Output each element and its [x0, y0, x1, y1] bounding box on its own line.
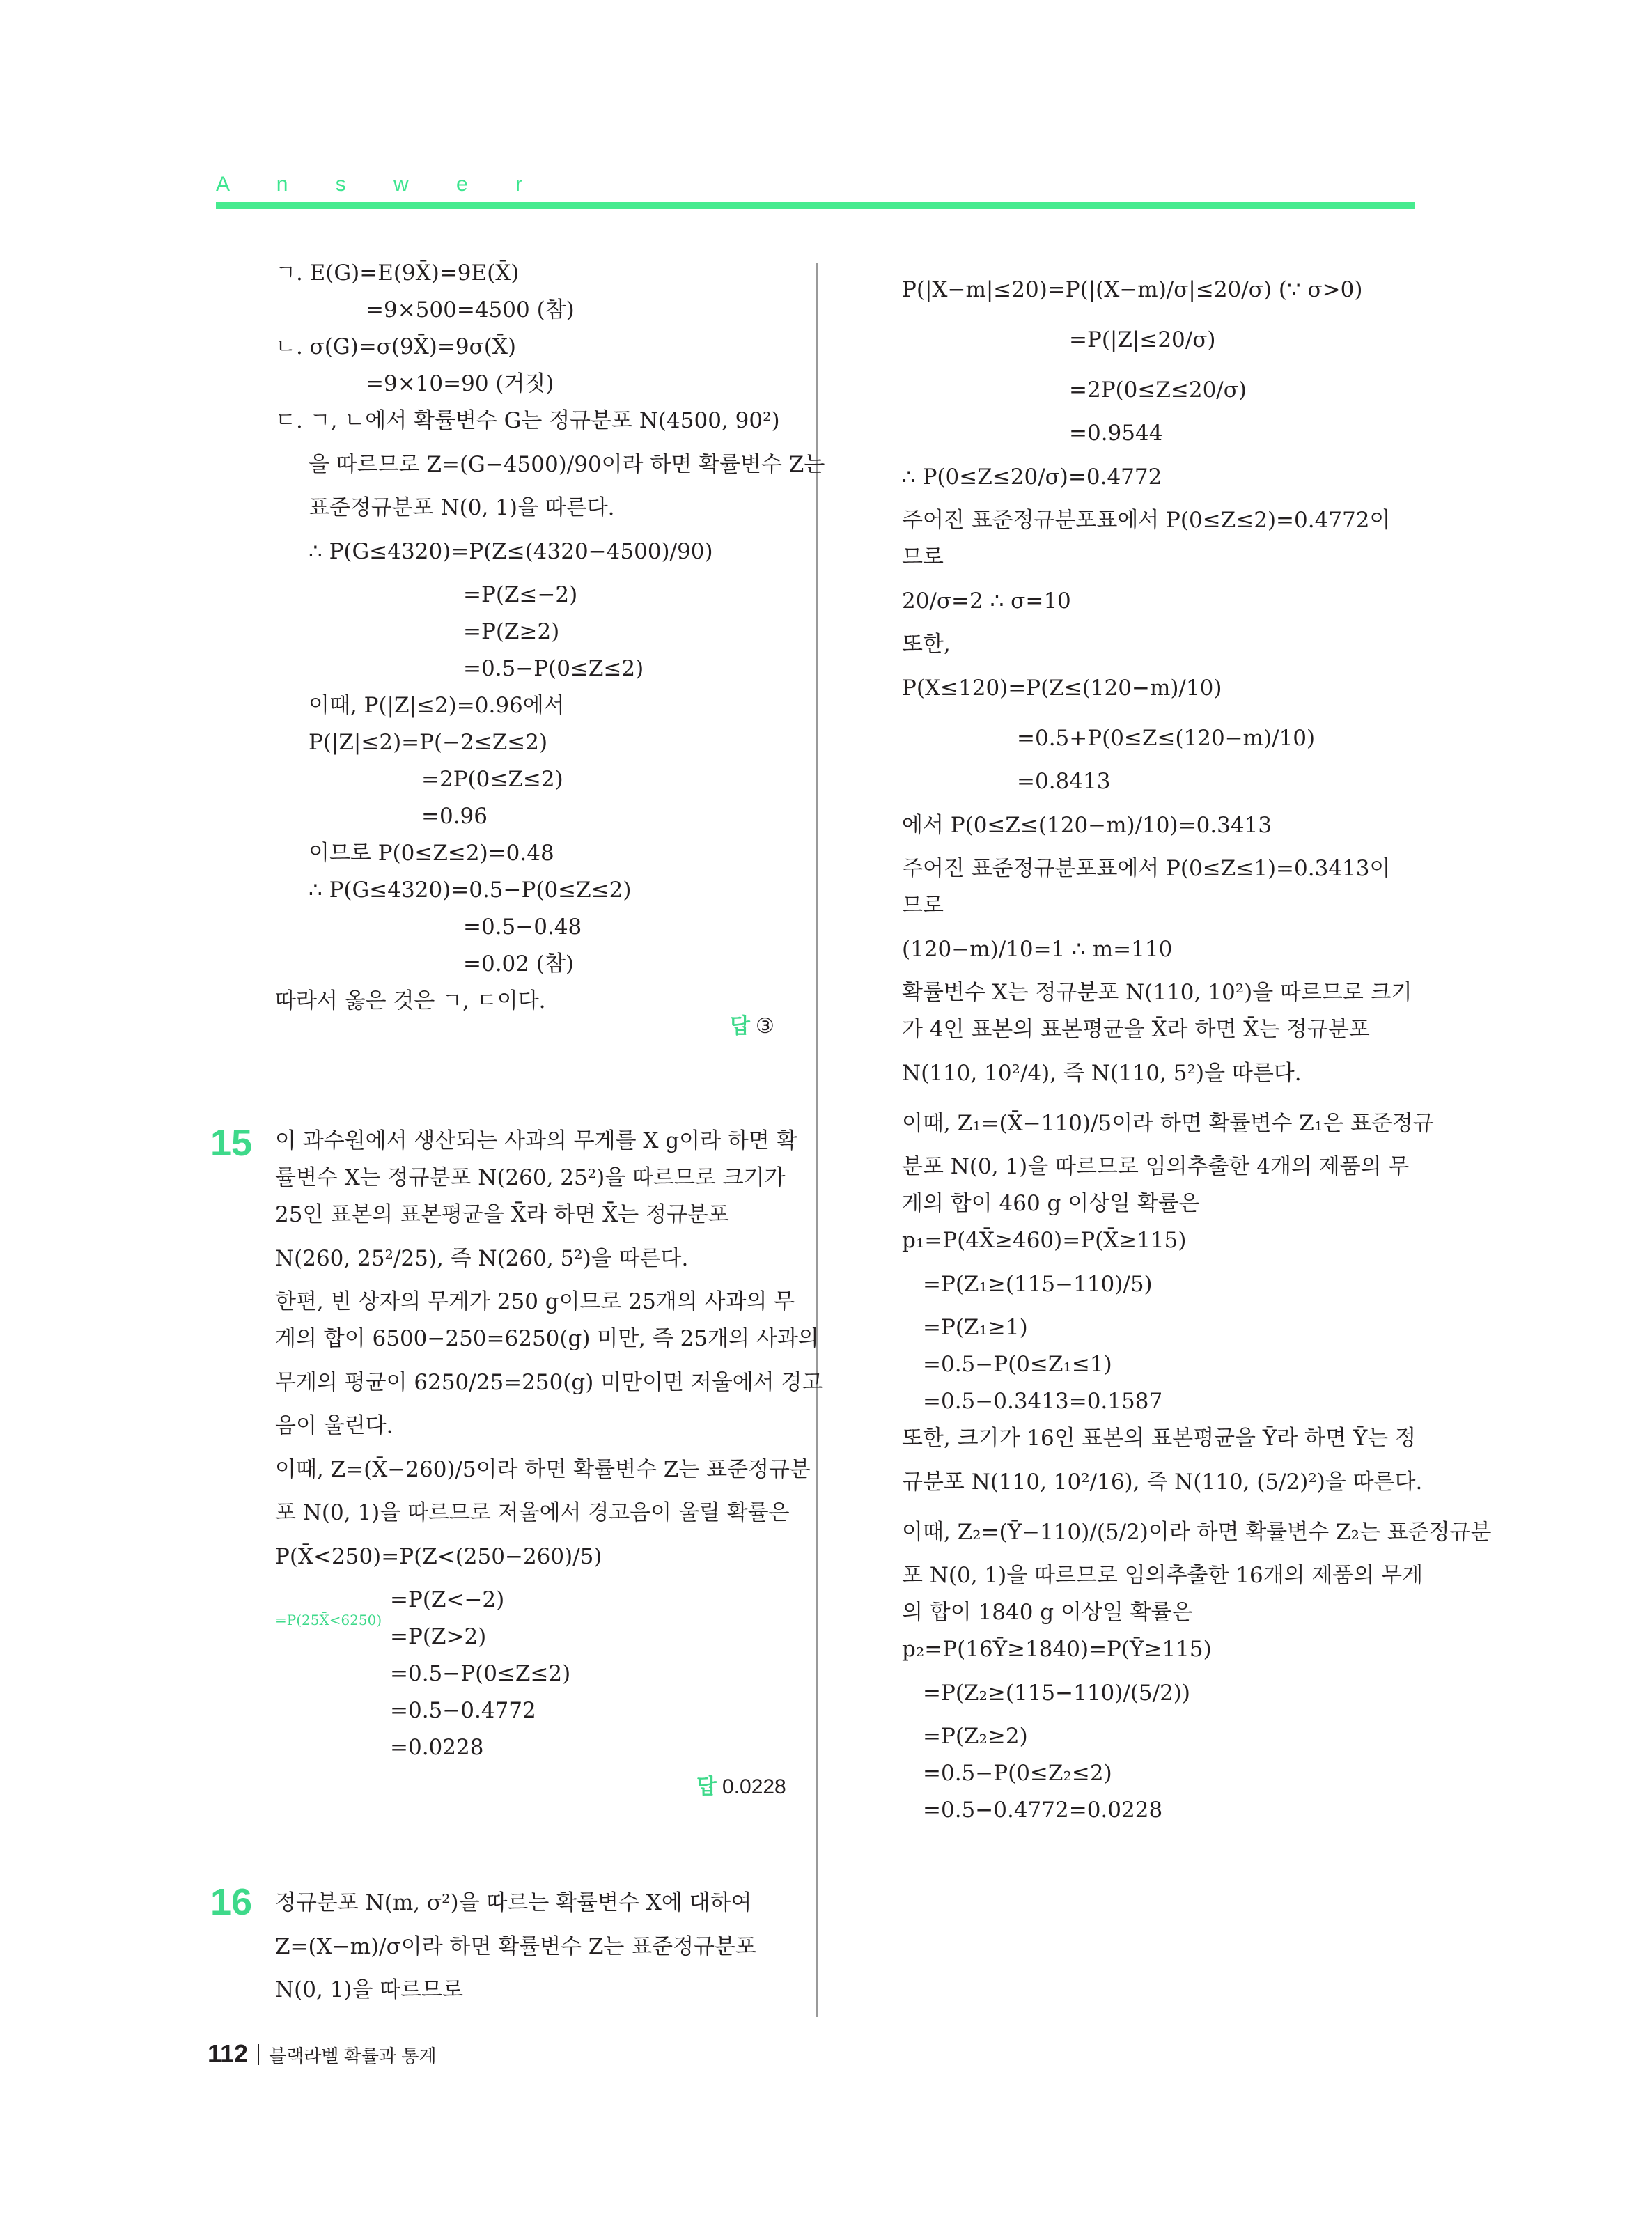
right-solution — [902, 265, 1492, 1829]
line: N(0, 1)을 따르므로 — [275, 1977, 464, 2002]
line: =0.5−P(0≤Z≤2) — [463, 656, 644, 681]
line: =2P(0≤Z≤20/σ) — [1069, 377, 1247, 403]
line: =0.9544 — [1069, 421, 1163, 446]
line: 게의 합이 460 g 이상일 확률은 — [902, 1191, 1200, 1216]
line: =0.5+P(0≤Z≤(120−m)/10) — [1017, 726, 1316, 751]
line: ∴ P(G≤4320)=0.5−P(0≤Z≤2) — [309, 878, 632, 903]
answer-15 — [696, 1769, 786, 1800]
line: =P(Z₂≥2) — [923, 1724, 1028, 1749]
header-rule — [216, 202, 1415, 209]
line: 포 N(0, 1)을 따르므로 임의추출한 16개의 제품의 무게 — [902, 1563, 1424, 1588]
line: ㄱ. E(G)=E(9X̄)=9E(X̄) — [275, 260, 520, 286]
answer-value: ③ — [755, 1015, 774, 1038]
line: 25인 표본의 표본평균을 X̄라 하면 X̄는 정규분포 — [275, 1202, 729, 1227]
line: 정규분포 N(m, σ²)을 따르는 확률변수 X에 대하여 — [275, 1890, 752, 1915]
answer-14 — [730, 1009, 774, 1039]
line: P(X≤120)=P(Z≤(120−m)/10) — [902, 676, 1222, 701]
answer-header: A n s w e r — [216, 173, 544, 196]
line: =P(Z>2) — [390, 1624, 487, 1649]
answer-label: 답 — [730, 1015, 750, 1038]
line: =P(Z≥2) — [463, 619, 560, 644]
line: p₁=P(4X̄≥460)=P(X̄≥115) — [902, 1228, 1187, 1253]
line: N(260, 25²/25), 즉 N(260, 5²)을 따른다. — [275, 1246, 689, 1271]
line: p₂=P(16Ȳ≥1840)=P(Ȳ≥115) — [902, 1637, 1212, 1662]
answer-value: 0.0228 — [722, 1775, 786, 1798]
line: 음이 울린다. — [275, 1413, 393, 1438]
problem-16-number: 16 — [210, 1881, 253, 1923]
page-footer — [208, 2039, 437, 2069]
line: P(|X−m|≤20)=P(|(X−m)/σ|≤20/σ) (∵ σ>0) — [902, 277, 1363, 302]
line: ㄷ. ㄱ, ㄴ에서 확률변수 G는 정규분포 N(4500, 90²) — [275, 408, 780, 433]
line: =0.96 — [421, 804, 488, 829]
answer-label: 답 — [696, 1775, 717, 1798]
line: =0.5−P(0≤Z₁≤1) — [923, 1352, 1112, 1377]
line: ㄴ. σ(G)=σ(9X̄)=9σ(X̄) — [275, 334, 517, 359]
line: P(|Z|≤2)=P(−2≤Z≤2) — [309, 730, 548, 755]
line: 이때, P(|Z|≤2)=0.96에서 — [309, 693, 565, 718]
footer-separator — [258, 2044, 259, 2065]
line: =0.5−P(0≤Z≤2) — [390, 1661, 571, 1686]
line: =P(Z₁≥(115−110)/5) — [923, 1272, 1153, 1297]
line: 이때, Z₂=(Ȳ−110)/(5/2)이라 하면 확률변수 Z₂는 표준정규분 — [902, 1520, 1492, 1545]
line: =P(Z<−2) — [390, 1587, 505, 1612]
line: 므로 — [902, 893, 944, 918]
line: =0.8413 — [1017, 769, 1111, 794]
line: =0.5−0.4772 — [390, 1698, 536, 1723]
line: P(X̄<250)=P(Z<(250−260)/5) — [275, 1544, 602, 1569]
problem-15-solution — [275, 1123, 823, 1766]
line: =9×10=90 (거짓) — [366, 371, 554, 396]
line: =9×500=4500 (참) — [366, 297, 575, 322]
line: 또한, — [902, 632, 951, 657]
line: ∴ P(0≤Z≤20/σ)=0.4772 — [902, 465, 1162, 490]
line: 분포 N(0, 1)을 따르므로 임의추출한 4개의 제품의 무 — [902, 1154, 1410, 1179]
line: =0.02 (참) — [463, 951, 574, 976]
line: 률변수 X는 정규분포 N(260, 25²)을 따르므로 크기가 — [275, 1165, 786, 1190]
line: =P(Z₁≥1) — [923, 1315, 1028, 1340]
line: 이때, Z₁=(X̄−110)/5이라 하면 확률변수 Z₁은 표준정규 — [902, 1111, 1434, 1136]
page-number: 112 — [208, 2039, 249, 2068]
line: =0.5−P(0≤Z₂≤2) — [923, 1761, 1112, 1786]
line: 므로 — [902, 545, 944, 570]
line: N(110, 10²/4), 즉 N(110, 5²)을 따른다. — [902, 1061, 1302, 1086]
line: 이때, Z=(X̄−260)/5이라 하면 확률변수 Z는 표준정규분 — [275, 1457, 811, 1482]
line: 한편, 빈 상자의 무게가 250 g이므로 25개의 사과의 무 — [275, 1289, 795, 1314]
line: 의 합이 1840 g 이상일 확률은 — [902, 1600, 1193, 1625]
line: 을 따르므로 Z=(G−4500)/90이라 하면 확률변수 Z는 — [309, 452, 825, 477]
line: 또한, 크기가 16인 표본의 표본평균을 Ȳ라 하면 Ȳ는 정 — [902, 1426, 1417, 1451]
line: 주어진 표준정규분포표에서 P(0≤Z≤2)=0.4772이 — [902, 508, 1391, 533]
line: =P(|Z|≤20/σ) — [1069, 327, 1216, 352]
line: =P(Z₂≥(115−110)/(5/2)) — [923, 1681, 1190, 1706]
line: 가 4인 표본의 표본평균을 X̄라 하면 X̄는 정규분포 — [902, 1017, 1370, 1042]
line: 주어진 표준정규분포표에서 P(0≤Z≤1)=0.3413이 — [902, 856, 1391, 881]
line: 무게의 평균이 6250/25=250(g) 미만이면 저울에서 경고 — [275, 1370, 823, 1395]
line: ∴ P(G≤4320)=P(Z≤(4320−4500)/90) — [309, 539, 713, 564]
line: =0.5−0.4772=0.0228 — [923, 1798, 1163, 1823]
problem-16-solution — [275, 1885, 756, 2009]
line: =0.5−0.48 — [463, 914, 582, 940]
line: 이 과수원에서 생산되는 사과의 무게를 X g이라 하면 확 — [275, 1128, 797, 1153]
line: 따라서 옳은 것은 ㄱ, ㄷ이다. — [275, 988, 546, 1013]
problem-15-number: 15 — [210, 1122, 253, 1164]
line: Z=(X−m)/σ이라 하면 확률변수 Z는 표준정규분포 — [275, 1934, 756, 1959]
line: (120−m)/10=1 ∴ m=110 — [902, 937, 1173, 962]
side-note: =P(25X̄<6250) — [275, 1612, 382, 1628]
line: =0.5−0.3413=0.1587 — [923, 1389, 1163, 1414]
line: 이므로 P(0≤Z≤2)=0.48 — [309, 841, 554, 866]
line: 20/σ=2 ∴ σ=10 — [902, 589, 1071, 614]
book-title: 블랙라벨 확률과 통계 — [269, 2046, 437, 2066]
line: 표준정규분포 N(0, 1)을 따른다. — [309, 495, 615, 520]
line: 규분포 N(110, 10²/16), 즉 N(110, (5/2)²)을 따른다. — [902, 1470, 1423, 1495]
line: =0.0228 — [390, 1735, 484, 1760]
line: =P(Z≤−2) — [463, 582, 578, 607]
line: 에서 P(0≤Z≤(120−m)/10)=0.3413 — [902, 813, 1272, 838]
line: 포 N(0, 1)을 따르므로 저울에서 경고음이 울릴 확률은 — [275, 1500, 790, 1525]
line: =2P(0≤Z≤2) — [421, 767, 563, 792]
line: 확률변수 X는 정규분포 N(110, 10²)을 따르므로 크기 — [902, 980, 1412, 1005]
line: 게의 합이 6500−250=6250(g) 미만, 즉 25개의 사과의 — [275, 1326, 819, 1351]
left-solution — [275, 255, 825, 1020]
